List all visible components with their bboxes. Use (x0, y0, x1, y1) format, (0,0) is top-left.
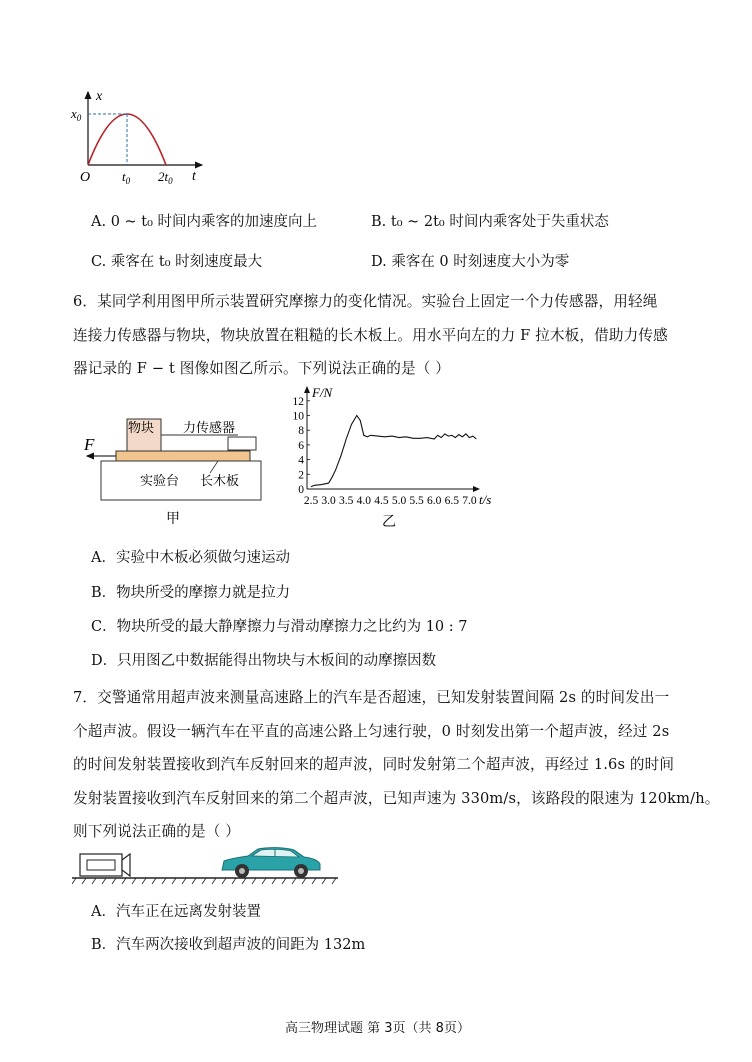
fig-yi-caption: 乙 (382, 515, 396, 530)
x0-label: $x_0$ (71, 106, 82, 123)
emitter-horn (122, 854, 130, 876)
q7-line-1: 7．交警通常用超声波来测量高速路上的汽车是否超速，已知发射装置间隔 2s 的时间发出一 (73, 689, 670, 706)
y-tick-label: 2 (298, 469, 304, 482)
q7-option-b: B．汽车两次接收到超声波的间距为 132m (91, 937, 366, 953)
x-tick-label: 6.5 (444, 495, 459, 507)
q7-line-3: 的时间发射装置接收到汽车反射回来的超声波，同时发射第二个超声波，再经过 1.6s 的时间 (73, 756, 675, 773)
sensor-label: 力传感器 (183, 420, 236, 435)
q6-option-b: B．物块所受的摩擦力就是拉力 (91, 585, 291, 601)
table-label: 实验台 (140, 473, 180, 488)
q5-option-c: C. 乘客在 t₀ 时刻速度最大 (91, 254, 263, 270)
fig-jia-apparatus (80, 410, 280, 530)
q6-option-a: A．实验中木板必须做匀速运动 (91, 550, 290, 566)
q7-option-a: A．汽车正在远离发射装置 (91, 904, 261, 920)
q6-line-2: 连接力传感器与物块，物块放置在粗糙的长木板上。用水平向左的力 F 拉木板，借助力传感 (73, 326, 668, 344)
q6-stem (73, 285, 693, 386)
chart-x-label: t/s (479, 492, 492, 507)
y-tick-label: 6 (298, 439, 304, 452)
x-axis-label: t (192, 169, 196, 184)
block-label: 物块 (128, 420, 155, 435)
2t0-label: $2t_0$ (158, 169, 173, 186)
force-sensor (228, 437, 256, 450)
emitter-window (87, 860, 115, 870)
x-tick-label: 2.5 (303, 495, 319, 507)
t0-label: $t_0$ (122, 169, 131, 186)
q5-option-a: A. 0 ~ t₀ 时间内乘客的加速度向上 (91, 214, 318, 230)
x-tick-label: 3.0 (321, 495, 336, 507)
x-tick-label: 6.0 (427, 495, 442, 507)
x-tick-label: 5.0 (391, 495, 407, 507)
y-tick-label: 0 (298, 484, 304, 496)
x-tick-label: 4.0 (356, 495, 371, 507)
x-tick-label: 3.5 (339, 495, 354, 507)
q7-road-figure (72, 840, 342, 888)
page-footer: 高三物理试题 第 3页（共 8页） (285, 1021, 470, 1036)
y-tick-label: 10 (292, 410, 304, 423)
origin-label: O (80, 170, 91, 185)
q6-option-d: D．只用图乙中数据能得出物块与木板间的动摩擦因数 (91, 653, 437, 669)
force-label: F (84, 435, 95, 454)
board-label: 长木板 (200, 473, 240, 488)
x-tick-label: 4.5 (374, 495, 389, 507)
q7-line-2: 个超声波。假设一辆汽车在平直的高速公路上匀速行驶，0 时刻发出第一个超声波，经过 2s (73, 722, 670, 740)
car (222, 848, 320, 878)
force-curve (311, 416, 476, 487)
q5-option-b: B. t₀ ~ 2t₀ 时间内乘客处于失重状态 (371, 214, 609, 230)
chart-y-label: F/N (312, 385, 333, 400)
q6-line-3: 器记录的 F − t 图像如图乙所示。下列说法正确的是（ ） (73, 360, 450, 377)
q6-option-c: C．物块所受的最大静摩擦力与滑动摩擦力之比约为 10 : 7 (91, 619, 468, 635)
y-tick-label: 8 (298, 425, 304, 438)
q7-line-4: 发射装置接收到汽车反射回来的第二个超声波，已知声速为 330m/s，该路段的限速为 120km/h。 (73, 789, 720, 807)
q7-stem (73, 681, 720, 849)
y-axis-label: x (96, 89, 103, 104)
q6-line-1: 6．某同学利用图甲所示装置研究摩擦力的变化情况。实验台上固定一个力传感器，用轻绳 (73, 293, 658, 310)
road-hatching (72, 878, 336, 884)
fig-jia-caption: 甲 (166, 512, 180, 527)
long-board (116, 451, 250, 461)
q5-displacement-graph (68, 88, 218, 188)
y-tick-label: 12 (292, 395, 304, 408)
x-tick-label: 7.0 (462, 495, 477, 507)
y-tick-label: 4 (298, 454, 304, 467)
q5-option-d: D. 乘客在 0 时刻速度大小为零 (371, 254, 570, 270)
q7-line-5: 则下列说法正确的是（ ） (73, 823, 240, 840)
x-tick-label: 5.5 (409, 495, 424, 507)
fig-yi-f-t-chart (283, 383, 503, 533)
